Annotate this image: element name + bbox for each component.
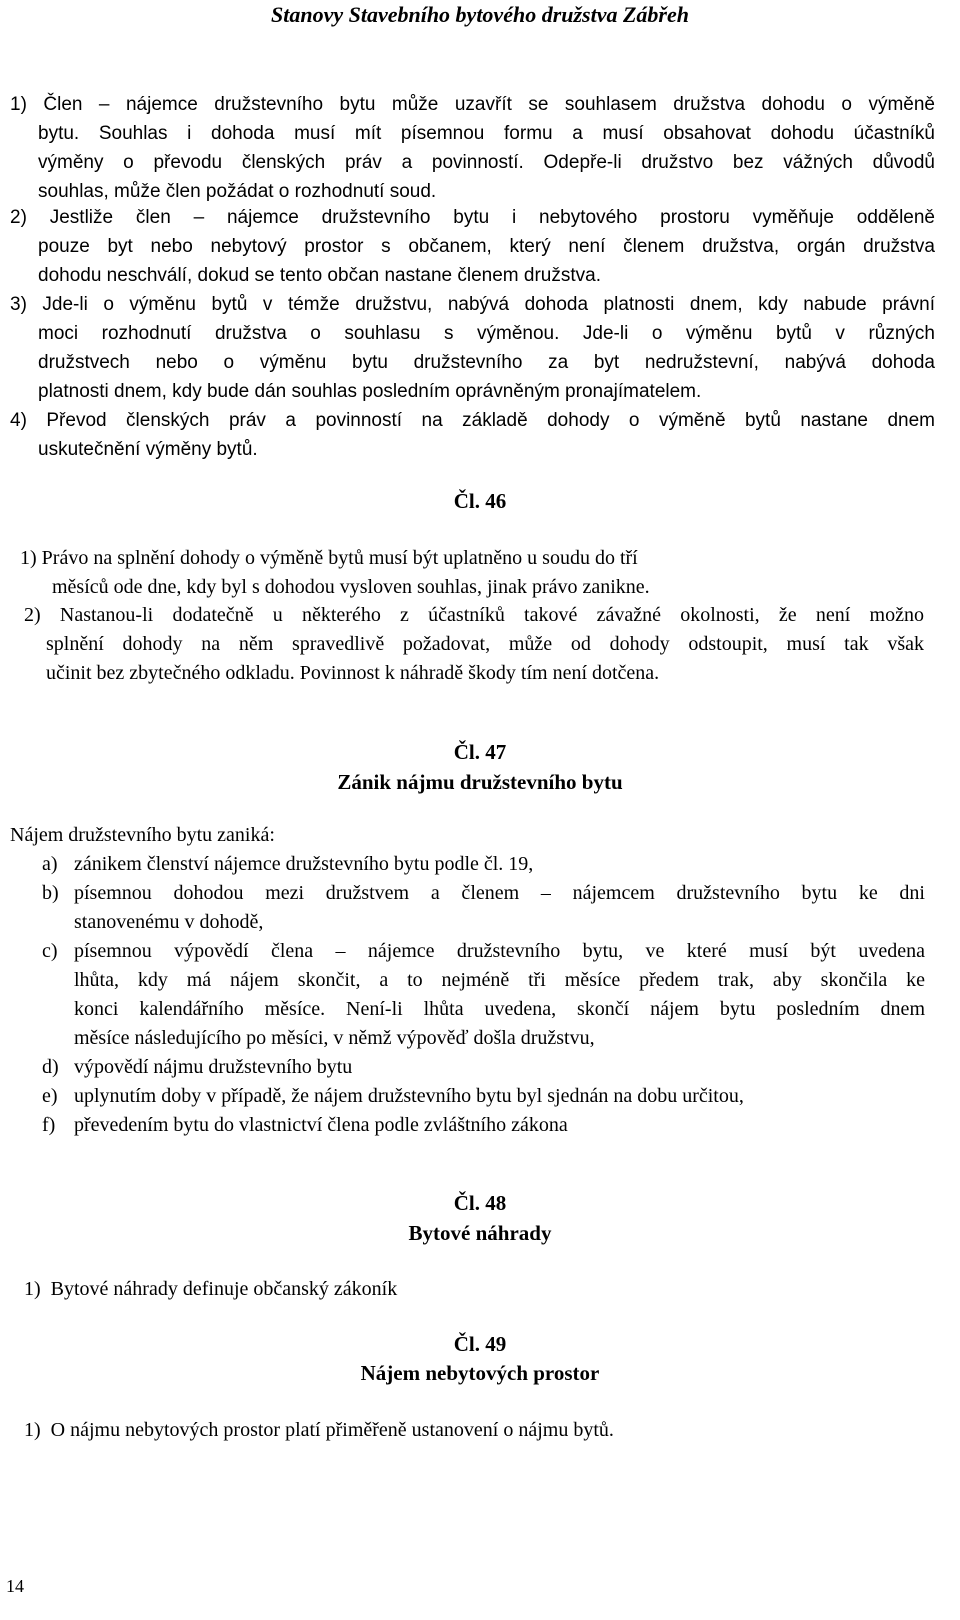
item-3-line-2: moci rozhodnutí družstva o souhlasu s výměnou. Jde-li o výměnu bytů v různých bbox=[38, 323, 935, 344]
article-46-item-2-line-3: učinit bez zbytečného odkladu. Povinnost k náhradě škody tím není dotčena. bbox=[46, 662, 660, 684]
list-marker: f) bbox=[42, 1114, 56, 1136]
list-item-line: písemnou dohodou mezi družstvem a členem – nájemcem družstevního bytu ke dni bbox=[74, 882, 925, 904]
item-2-line-2: pouze byt nebo nebytový prostor s občanem, který není členem družstva, orgán družstva bbox=[38, 236, 935, 257]
list-marker: b) bbox=[42, 882, 59, 904]
item-1 bbox=[10, 90, 935, 206]
list-item-line: měsíce následujícího po měsíci, v němž výpověď došla družstvu, bbox=[74, 1027, 595, 1049]
list-marker: a) bbox=[42, 853, 58, 875]
article-46-item-2-line-2: splnění dohody na něm spravedlivě požadovat, může od dohody odstoupit, musí tak však bbox=[46, 633, 924, 655]
article-47-heading: Čl. 47 bbox=[453, 740, 507, 764]
list-item-line: konci kalendářního měsíce. Není-li lhůta uvedena, skončí nájem bytu posledním dnem bbox=[74, 998, 925, 1020]
article-46-item-1 bbox=[20, 544, 925, 602]
list-item-line: písemnou výpovědí člena – nájemce družstevního bytu, ve které musí být uvedena bbox=[74, 940, 925, 962]
item-2-line-3: dohodu neschválí, dokud se tento občan nastane členem družstva. bbox=[38, 265, 601, 286]
list-item-d bbox=[42, 1053, 925, 1082]
article-48-title: Bytové náhrady bbox=[408, 1221, 552, 1245]
list-item-text bbox=[74, 1053, 925, 1082]
document-header: Stanovy Stavebního bytového družstva Zábřeh bbox=[270, 2, 689, 27]
item-4 bbox=[10, 406, 935, 464]
list-item-text bbox=[74, 937, 925, 1053]
article-48-item-1: 1) Bytové náhrady definuje občanský zákoník bbox=[24, 1278, 398, 1300]
article-47-title: Zánik nájmu družstevního bytu bbox=[337, 770, 623, 794]
item-1-line-1: 1) Člen – nájemce družstevního bytu může uzavřít se souhlasem družstva dohodu o výměně bbox=[10, 94, 935, 115]
item-2 bbox=[10, 203, 935, 290]
article-49-item-1: 1) O nájmu nebytových prostor platí přiměřeně ustanovení o nájmu bytů. bbox=[24, 1419, 614, 1441]
list-item-line: převedením bytu do vlastnictví člena podle zvláštního zákona bbox=[74, 1114, 568, 1136]
item-1-line-3: výměny o převodu členských práv a povinností. Odepře-li družstvo bez vážných důvodů bbox=[38, 152, 935, 173]
list-item-e bbox=[42, 1082, 925, 1111]
article-48-heading: Čl. 48 bbox=[453, 1191, 507, 1215]
list-item-line: lhůta, kdy má nájem skončit, a to nejméně tři měsíce předem trak, aby skončila ke bbox=[74, 969, 925, 991]
article-46-item-2-line-1: 2) Nastanou-li dodatečně u některého z účastníků takové závažné okolnosti, že není možno bbox=[24, 604, 924, 626]
list-item-text bbox=[74, 850, 925, 879]
article-46-heading: Čl. 46 bbox=[453, 489, 507, 513]
item-1-line-4: souhlas, může člen požádat o rozhodnutí soud. bbox=[38, 181, 437, 202]
list-item-text bbox=[74, 1082, 925, 1111]
item-2-line-1: 2) Jestliže člen – nájemce družstevního bytu i nebytového prostoru vyměňuje odděleně bbox=[10, 207, 935, 228]
page-number: 14 bbox=[6, 1576, 24, 1596]
item-4-line-2: uskutečnění výměny bytů. bbox=[38, 439, 258, 460]
list-item-a bbox=[42, 850, 925, 879]
list-item-line: uplynutím doby v případě, že nájem družstevního bytu byl sjednán na dobu určitou, bbox=[74, 1085, 744, 1107]
list-item-b bbox=[42, 879, 925, 937]
list-item-line: stanovenému v dohodě, bbox=[74, 911, 264, 933]
item-1-line-2: bytu. Souhlas i dohoda musí mít písemnou formu a musí obsahovat dohodu účastníků bbox=[38, 123, 935, 144]
article-47-list bbox=[42, 850, 925, 1140]
article-46-item-2 bbox=[24, 601, 924, 688]
list-marker: e) bbox=[42, 1085, 58, 1107]
item-3 bbox=[10, 290, 935, 406]
article-49-title: Nájem nebytových prostor bbox=[360, 1361, 600, 1385]
article-46-item-1-line-1: 1) Právo na splnění dohody o výměně bytů musí být uplatněno u soudu do tří bbox=[20, 547, 638, 569]
list-item-line: zánikem členství nájemce družstevního bytu podle čl. 19, bbox=[74, 853, 534, 875]
list-item-text bbox=[74, 1111, 925, 1140]
article-49-heading: Čl. 49 bbox=[453, 1332, 507, 1356]
item-3-line-3: družstvech nebo o výměnu bytu družstevního za byt nedružstevní, nabývá dohoda bbox=[38, 352, 935, 373]
article-46-item-1-line-2: měsíců ode dne, kdy byl s dohodou vysloven souhlas, jinak právo zanikne. bbox=[52, 576, 650, 598]
item-3-line-4: platnosti dnem, kdy bude dán souhlas posledním oprávněným pronajímatelem. bbox=[38, 381, 702, 402]
article-47-intro: Nájem družstevního bytu zaniká: bbox=[10, 824, 275, 846]
list-marker: c) bbox=[42, 940, 58, 962]
list-item-f bbox=[42, 1111, 925, 1140]
list-item-line: výpovědí nájmu družstevního bytu bbox=[74, 1056, 353, 1078]
item-3-line-1: 3) Jde-li o výměnu bytů v témže družstvu, nabývá dohoda platnosti dnem, kdy nabude právní bbox=[10, 294, 935, 315]
item-4-line-1: 4) Převod členských práv a povinností na základě dohody o výměně bytů nastane dnem bbox=[10, 410, 935, 431]
list-item-c bbox=[42, 937, 925, 1053]
list-marker: d) bbox=[42, 1056, 59, 1078]
list-item-text bbox=[74, 879, 925, 937]
